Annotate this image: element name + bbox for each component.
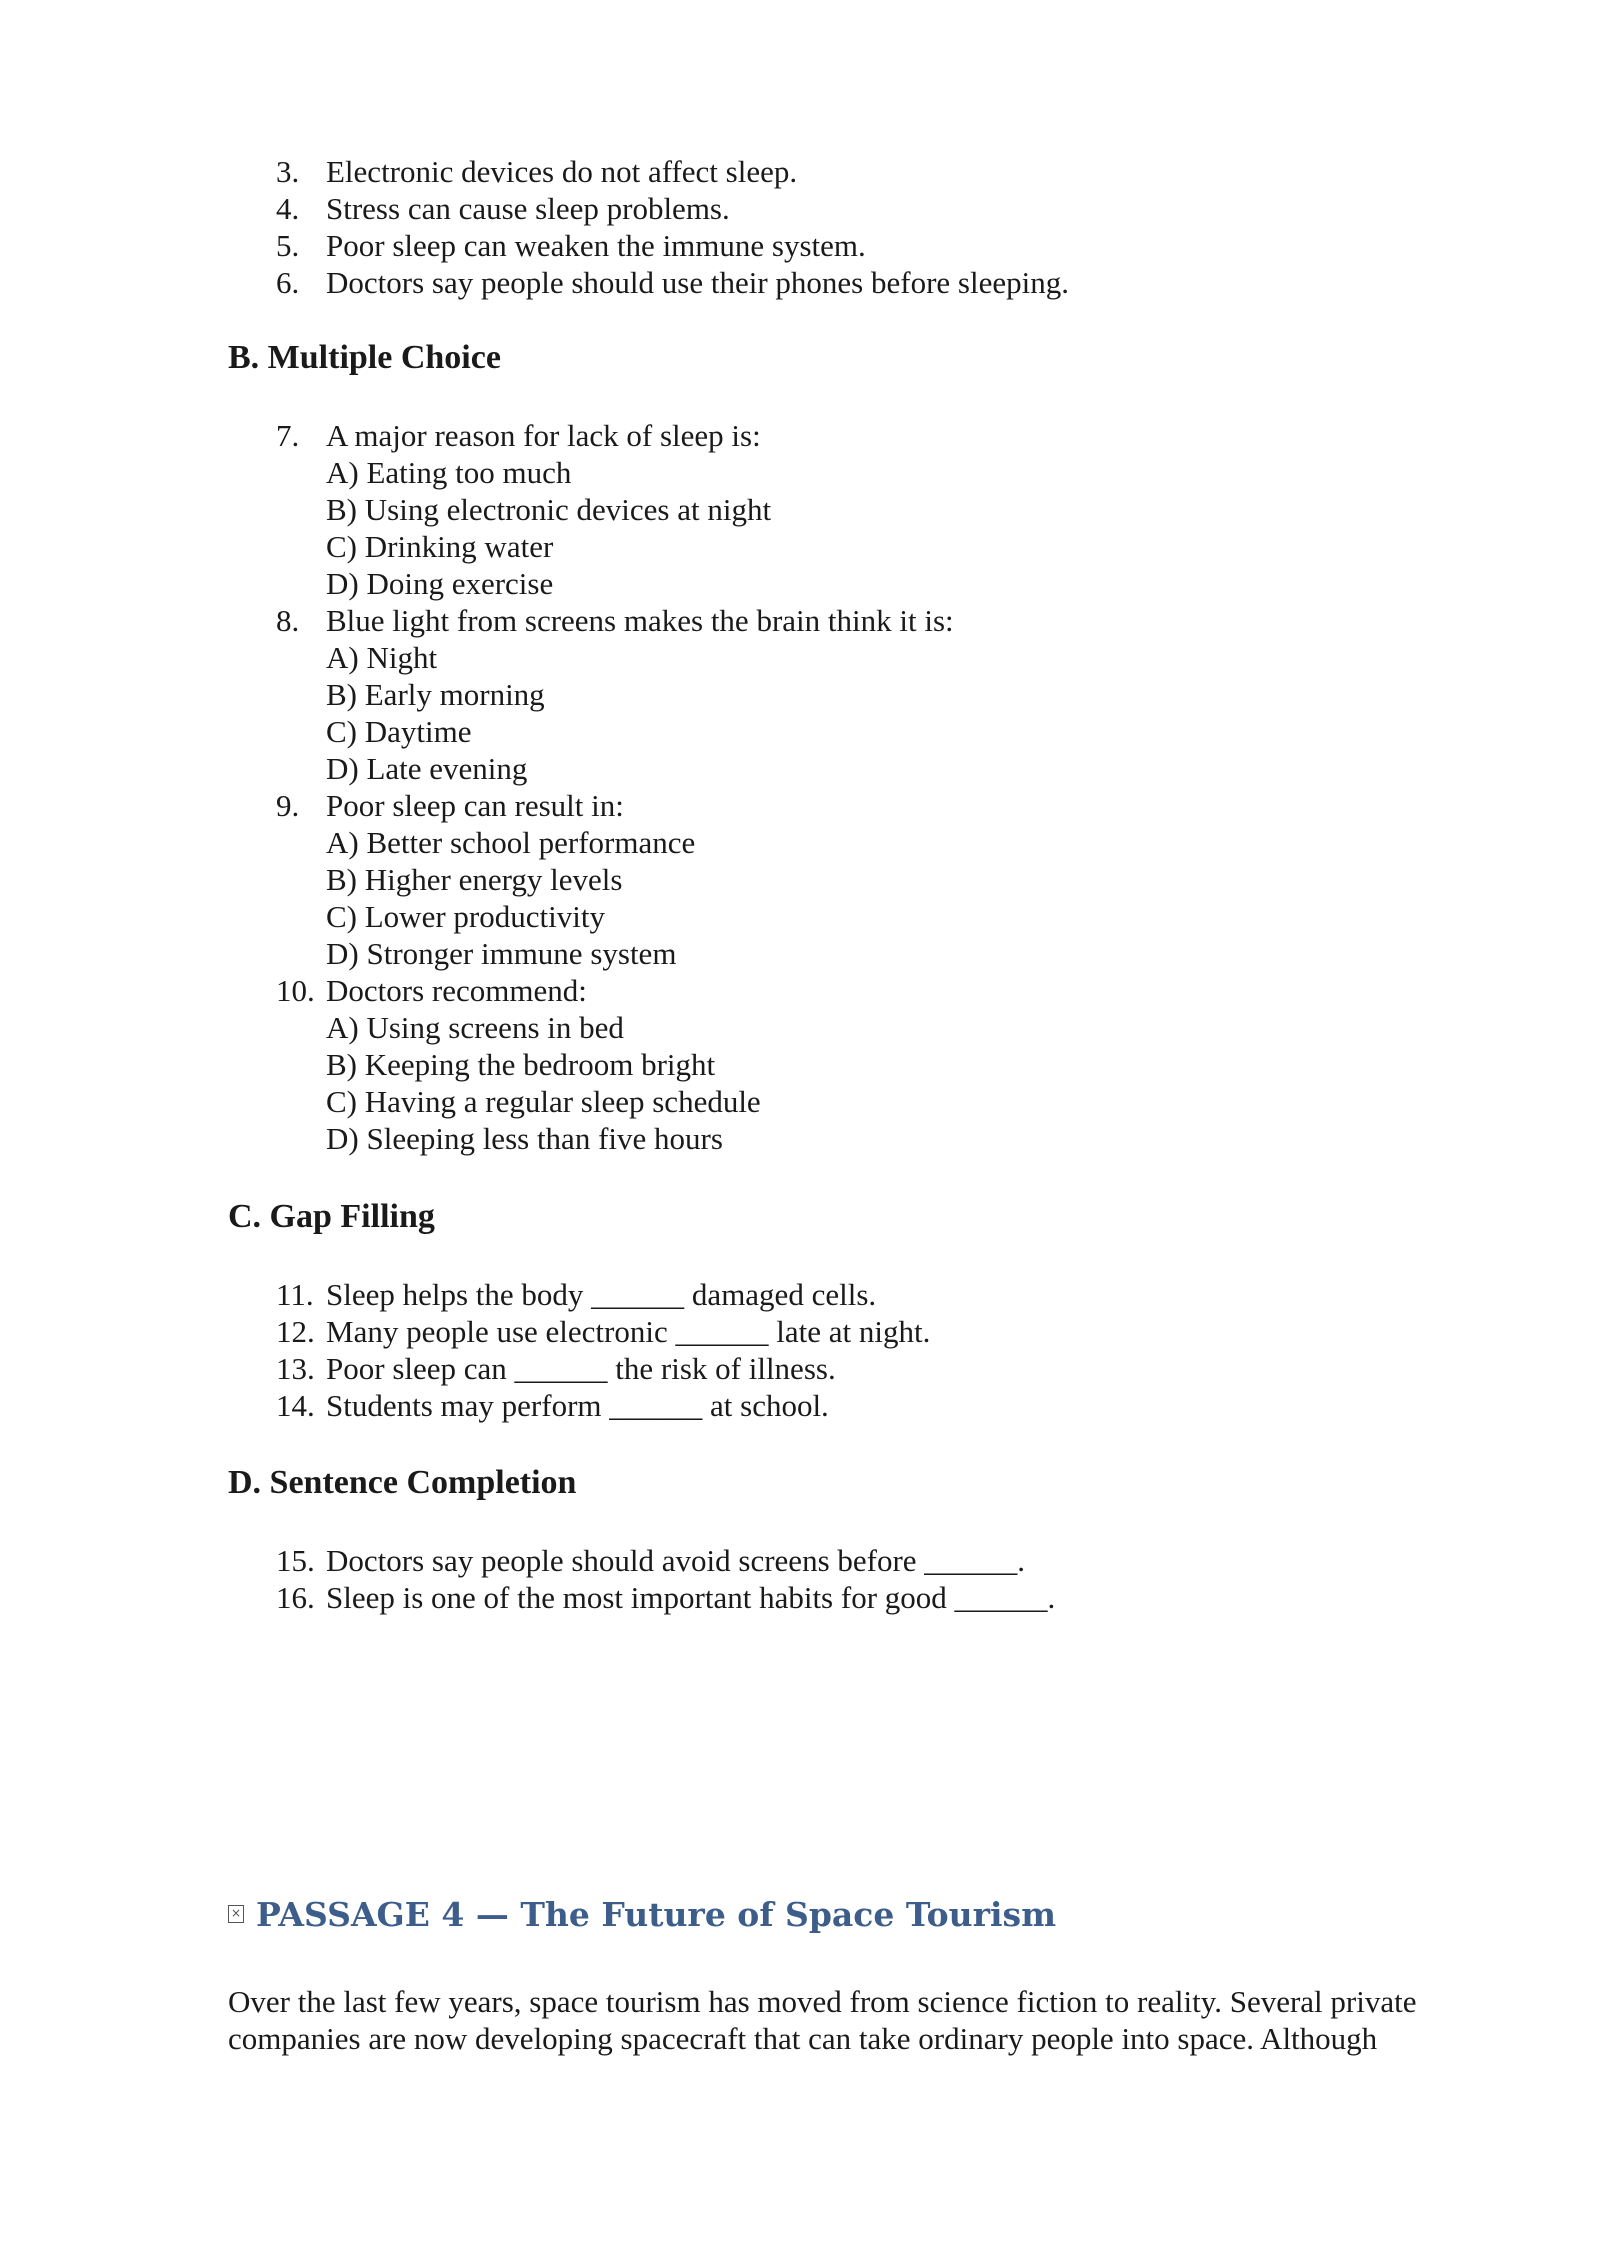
option: A) Better school performance: [326, 825, 696, 860]
sentence-completion-list: [276, 1542, 1055, 1616]
section-c-heading: C. Gap Filling: [228, 1198, 435, 1235]
option: B) Higher energy levels: [326, 862, 623, 897]
passage-line: companies are now developing spacecraft that can take ordinary people into space. Although: [228, 2021, 1378, 2056]
item-number: 3.: [276, 154, 300, 189]
question-number: 7.: [276, 418, 300, 453]
option: A) Eating too much: [326, 455, 572, 490]
list-item: [276, 264, 1069, 301]
question-item: [276, 602, 954, 787]
option-list: [326, 639, 954, 787]
question-text: Blue light from screens makes the brain think it is:: [326, 603, 954, 638]
list-item: [276, 227, 1069, 264]
item-text: Doctors say people should avoid screens before ______.: [326, 1543, 1026, 1578]
question-text: Poor sleep can result in:: [326, 788, 624, 823]
option: B) Keeping the bedroom bright: [326, 1047, 716, 1082]
item-text: Electronic devices do not affect sleep.: [326, 154, 798, 189]
list-item: [276, 1387, 930, 1424]
item-text: Students may perform ______ at school.: [326, 1388, 829, 1423]
true-false-list: [276, 153, 1069, 301]
list-item: [276, 1542, 1055, 1579]
option: C) Lower productivity: [326, 899, 605, 934]
list-item: [276, 1313, 930, 1350]
list-item: [276, 1579, 1055, 1616]
question-text: A major reason for lack of sleep is:: [326, 418, 761, 453]
item-text: Many people use electronic ______ late at night.: [326, 1314, 931, 1349]
item-text: Poor sleep can weaken the immune system.: [326, 228, 866, 263]
list-item: [276, 1276, 930, 1313]
question-number: 9.: [276, 788, 300, 823]
item-number: 5.: [276, 228, 300, 263]
multiple-choice-list: [276, 417, 954, 1157]
option-list: [326, 824, 954, 972]
passage-line: Over the last few years, space tourism has moved from science fiction to reality. Several private: [228, 1984, 1417, 2019]
section-b-heading: B. Multiple Choice: [228, 339, 501, 376]
item-text: Sleep helps the body ______ damaged cells.: [326, 1277, 877, 1312]
question-item: [276, 787, 954, 972]
option: D) Doing exercise: [326, 566, 554, 601]
item-number: 11.: [276, 1277, 314, 1312]
item-text: Poor sleep can ______ the risk of illness.: [326, 1351, 836, 1386]
option: B) Using electronic devices at night: [326, 492, 772, 527]
passage-4-body: [228, 1983, 1488, 2057]
question-item: [276, 972, 954, 1157]
list-item: [276, 190, 1069, 227]
item-number: 16.: [276, 1580, 315, 1615]
question-text: Doctors recommend:: [326, 973, 587, 1008]
option-list: [326, 1009, 954, 1157]
item-number: 12.: [276, 1314, 315, 1349]
option: C) Having a regular sleep schedule: [326, 1084, 761, 1119]
passage-4-title-text: PASSAGE 4 — The Future of Space Tourism: [256, 1895, 1057, 1934]
passage-4-title: [228, 1893, 1056, 1937]
option: D) Stronger immune system: [326, 936, 677, 971]
option: A) Night: [326, 640, 438, 675]
item-number: 15.: [276, 1543, 315, 1578]
option: C) Daytime: [326, 714, 472, 749]
question-item: [276, 417, 954, 602]
option: C) Drinking water: [326, 529, 554, 564]
item-text: Sleep is one of the most important habits for good ______.: [326, 1580, 1056, 1615]
item-number: 6.: [276, 265, 300, 300]
option: A) Using screens in bed: [326, 1010, 624, 1045]
gap-filling-list: [276, 1276, 930, 1424]
option: D) Sleeping less than five hours: [326, 1121, 723, 1156]
item-number: 13.: [276, 1351, 315, 1386]
list-item: [276, 1350, 930, 1387]
option: D) Late evening: [326, 751, 528, 786]
section-d-heading: D. Sentence Completion: [228, 1464, 577, 1501]
list-item: [276, 153, 1069, 190]
item-number: 4.: [276, 191, 300, 226]
question-number: 8.: [276, 603, 300, 638]
item-text: Doctors say people should use their phones before sleeping.: [326, 265, 1069, 300]
item-text: Stress can cause sleep problems.: [326, 191, 730, 226]
question-number: 10.: [276, 973, 315, 1008]
option: B) Early morning: [326, 677, 545, 712]
option-list: [326, 454, 954, 602]
item-number: 14.: [276, 1388, 315, 1423]
missing-glyph-icon: ×: [228, 1905, 244, 1923]
